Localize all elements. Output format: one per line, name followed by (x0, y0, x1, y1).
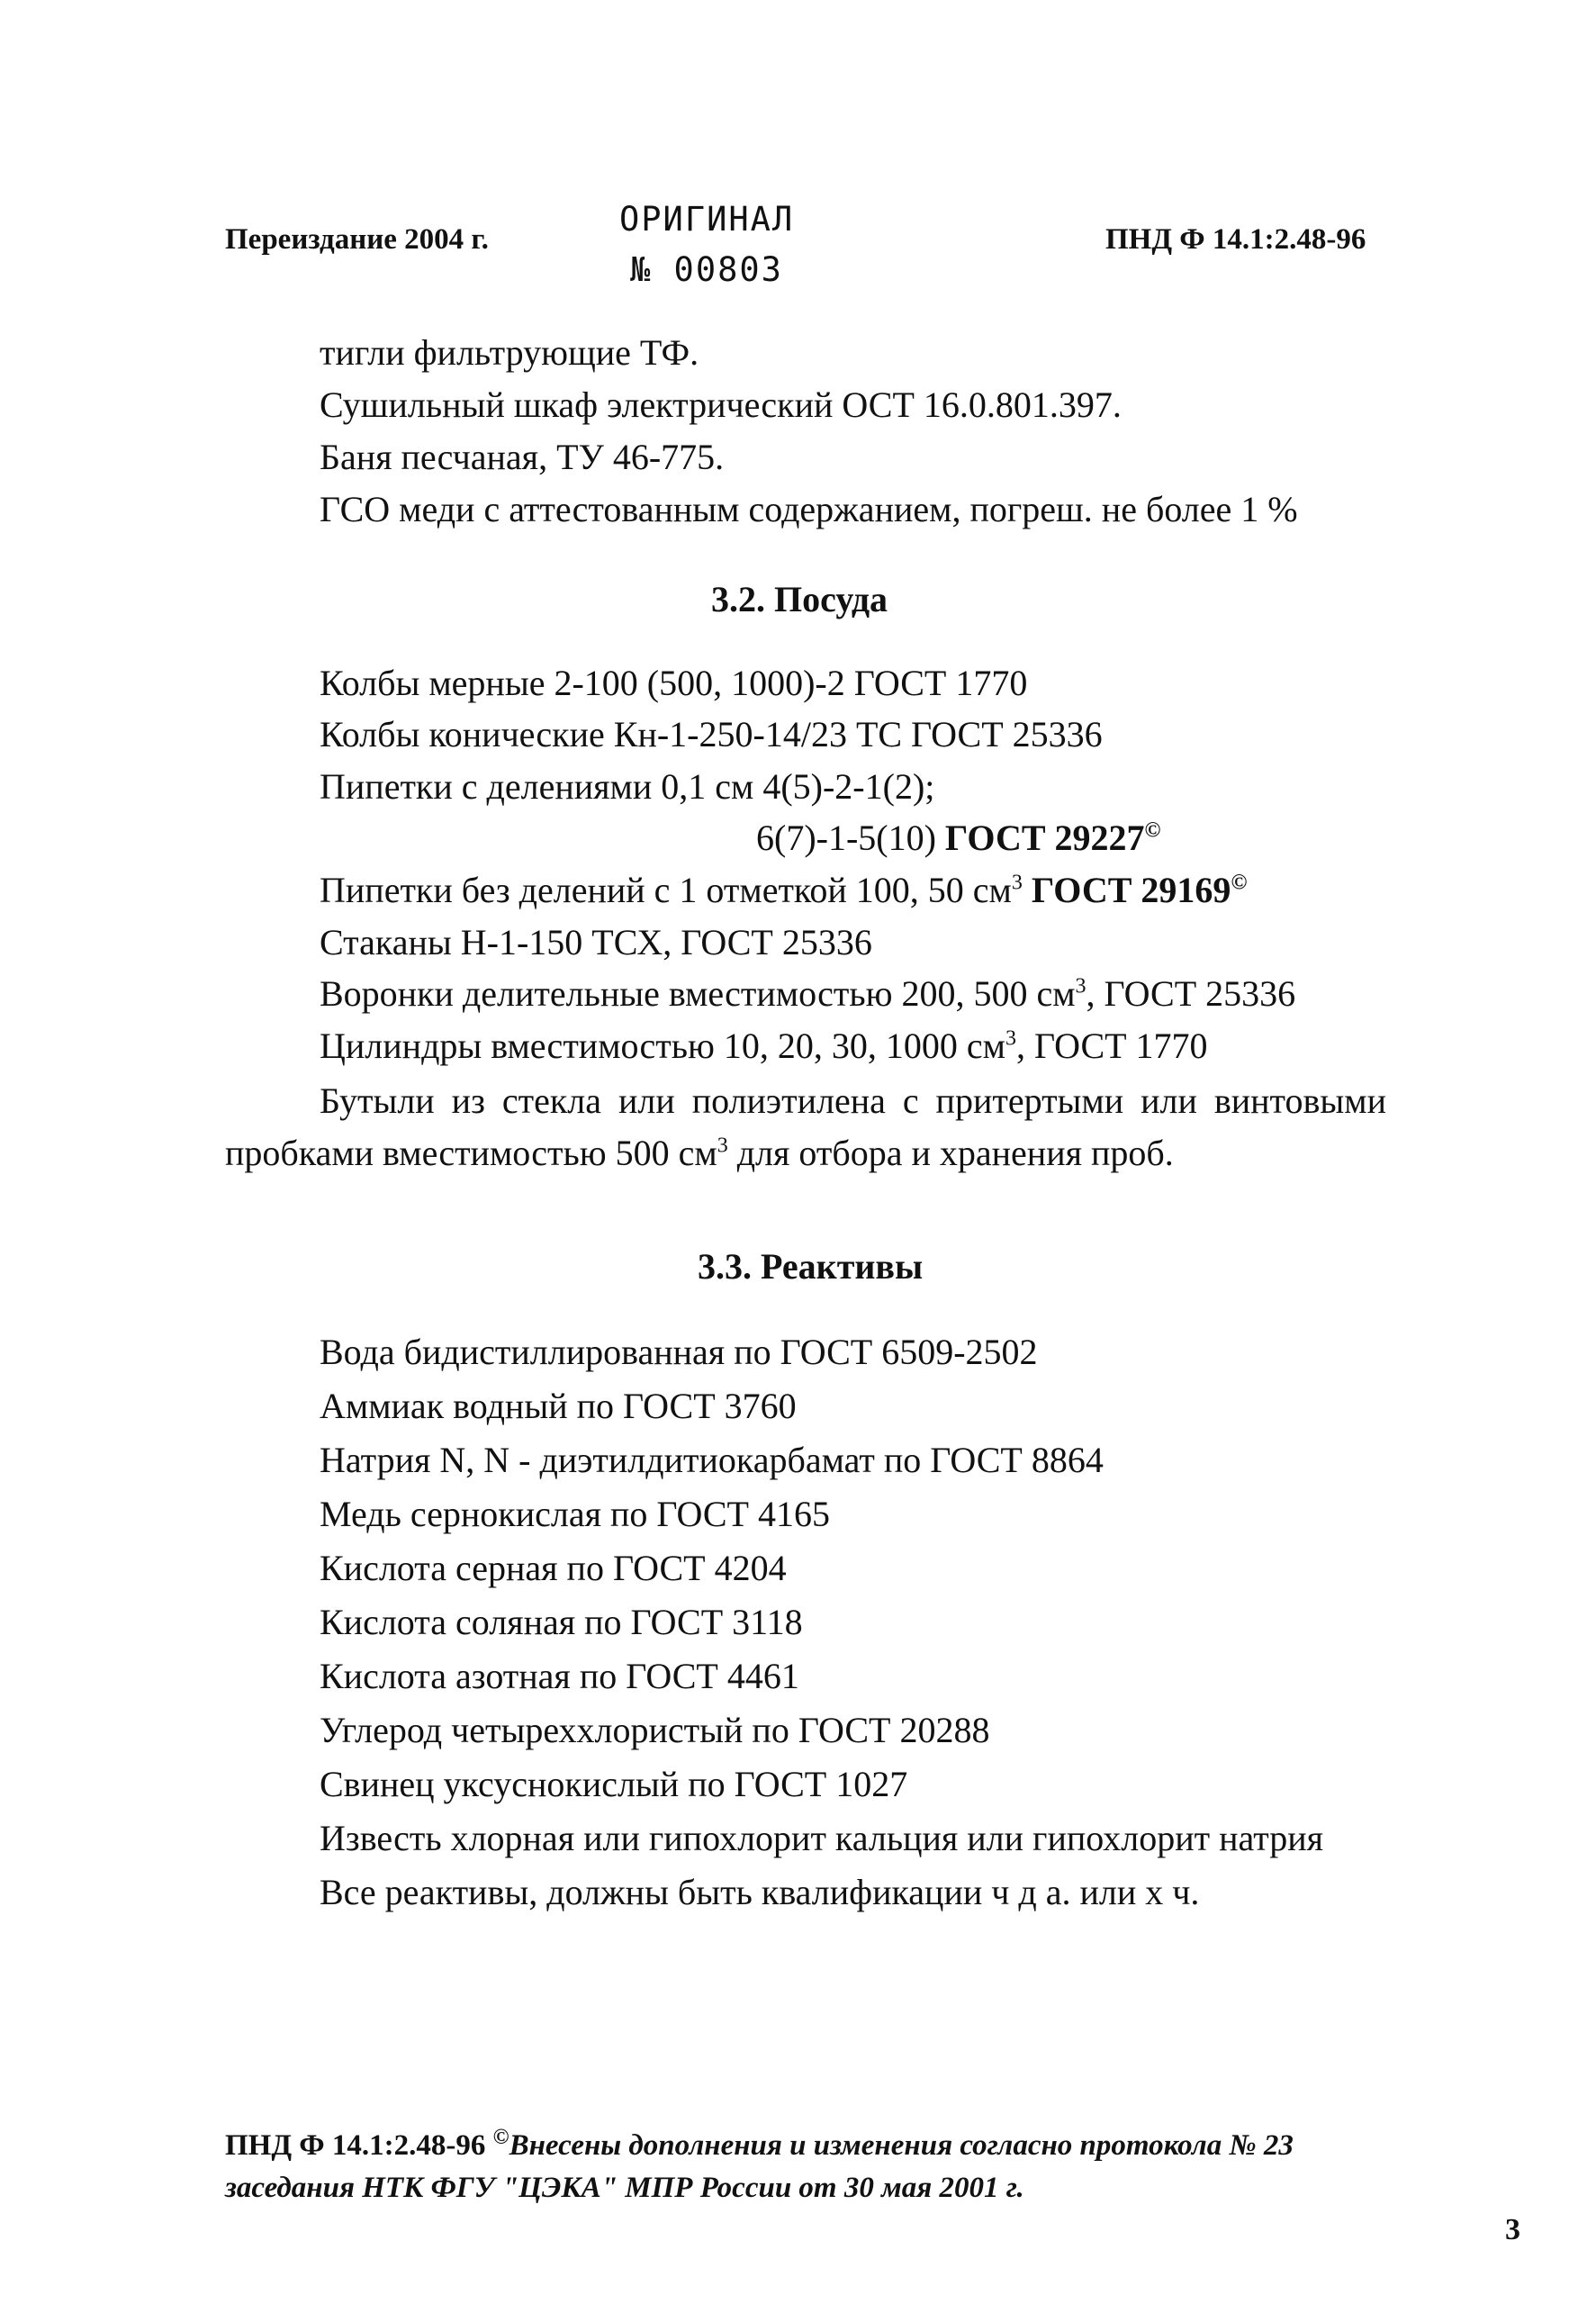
reagent-item: Свинец уксуснокислый по ГОСТ 1027 (320, 1764, 908, 1804)
intro-line: ГСО меди с аттестованным содержанием, погреш. не более 1 % (320, 489, 1298, 529)
reagent-item: Вода бидистиллированная по ГОСТ 6509-2502 (320, 1332, 1038, 1372)
reagent-item: Аммиак водный по ГОСТ 3760 (320, 1386, 797, 1426)
glassware-line: Воронки делительные вместимостью 200, 500 $см^3$, ГОСТ 25336 (320, 973, 1296, 1014)
original-stamp-title: ОРИГИНАЛ (619, 200, 795, 239)
reagent-item: Натрия N, N - диэтилдитиокарбамат по ГОСТ 8864 (320, 1440, 1104, 1480)
original-stamp-number: № 00803 (630, 250, 783, 289)
change-mark-icon: © (492, 2126, 509, 2149)
glassware-line: Колбы конические Кн-1-250-14/23 ТС ГОСТ 25336 (320, 714, 1103, 754)
reagent-item: Кислота соляная по ГОСТ 3118 (320, 1602, 803, 1642)
section-title-glassware: 3.2. Посуда (711, 579, 888, 619)
reagent-item: Все реактивы, должны быть квалификации ч д а. или х ч. (320, 1872, 1200, 1912)
header-reissue: Переиздание 2004 г. (225, 223, 489, 256)
reagent-item: Медь сернокислая по ГОСТ 4165 (320, 1494, 830, 1534)
footnote-line1: ПНД Ф 14.1:2.48-96 ©Внесены дополнения и изменения согласно протокола № 23 (225, 2126, 1294, 2162)
bottles-paragraph: Бутыли из стекла или полиэтилена с притертыми или винтовыми пробками вместимостью 500 $см^3$ для отбора и хранения проб. (225, 1080, 1386, 1173)
glassware-line: Колбы мерные 2-100 (500, 1000)-2 ГОСТ 1770 (320, 663, 1028, 703)
glassware-line: Цилиндры вместимостью 10, 20, 30, 1000 $см^3$, ГОСТ 1770 (320, 1025, 1208, 1066)
reagent-item: Известь хлорная или гипохлорит кальция или гипохлорит натрия (320, 1818, 1324, 1858)
glassware-line-gost29227: 6(7)-1-5(10) ГОСТ 29227© (756, 818, 1161, 858)
reagent-item: Кислота серная по ГОСТ 4204 (320, 1548, 787, 1588)
intro-line: Сушильный шкаф электрический ОСТ 16.0.801.397. (320, 384, 1122, 425)
header-doc-code: ПНД Ф 14.1:2.48-96 (1105, 223, 1366, 256)
change-mark-icon: © (1144, 818, 1161, 843)
intro-line: тигли фильтрующие ТФ. (320, 332, 699, 373)
glassware-line: Стаканы Н-1-150 ТСХ, ГОСТ 25336 (320, 922, 872, 962)
reagent-item: Кислота азотная по ГОСТ 4461 (320, 1656, 799, 1696)
reagent-item: Углерод четыреххлористый по ГОСТ 20288 (320, 1710, 990, 1750)
page-number: 3 (1505, 2213, 1520, 2246)
glassware-line: Пипетки с делениями 0,1 см 4(5)-2-1(2); (320, 766, 935, 807)
change-mark-icon: © (1231, 871, 1248, 895)
section-title-reagents: 3.3. Реактивы (698, 1246, 924, 1287)
intro-line: Баня песчаная, ТУ 46-775. (320, 437, 725, 477)
glassware-line-gost29169: Пипетки без делений с 1 отметкой 100, 50 $см^3$ ГОСТ 29169© (320, 870, 1248, 910)
footnote-line2: заседания НТК ФГУ "ЦЭКА" МПР России от 30 мая 2001 г. (225, 2172, 1024, 2204)
